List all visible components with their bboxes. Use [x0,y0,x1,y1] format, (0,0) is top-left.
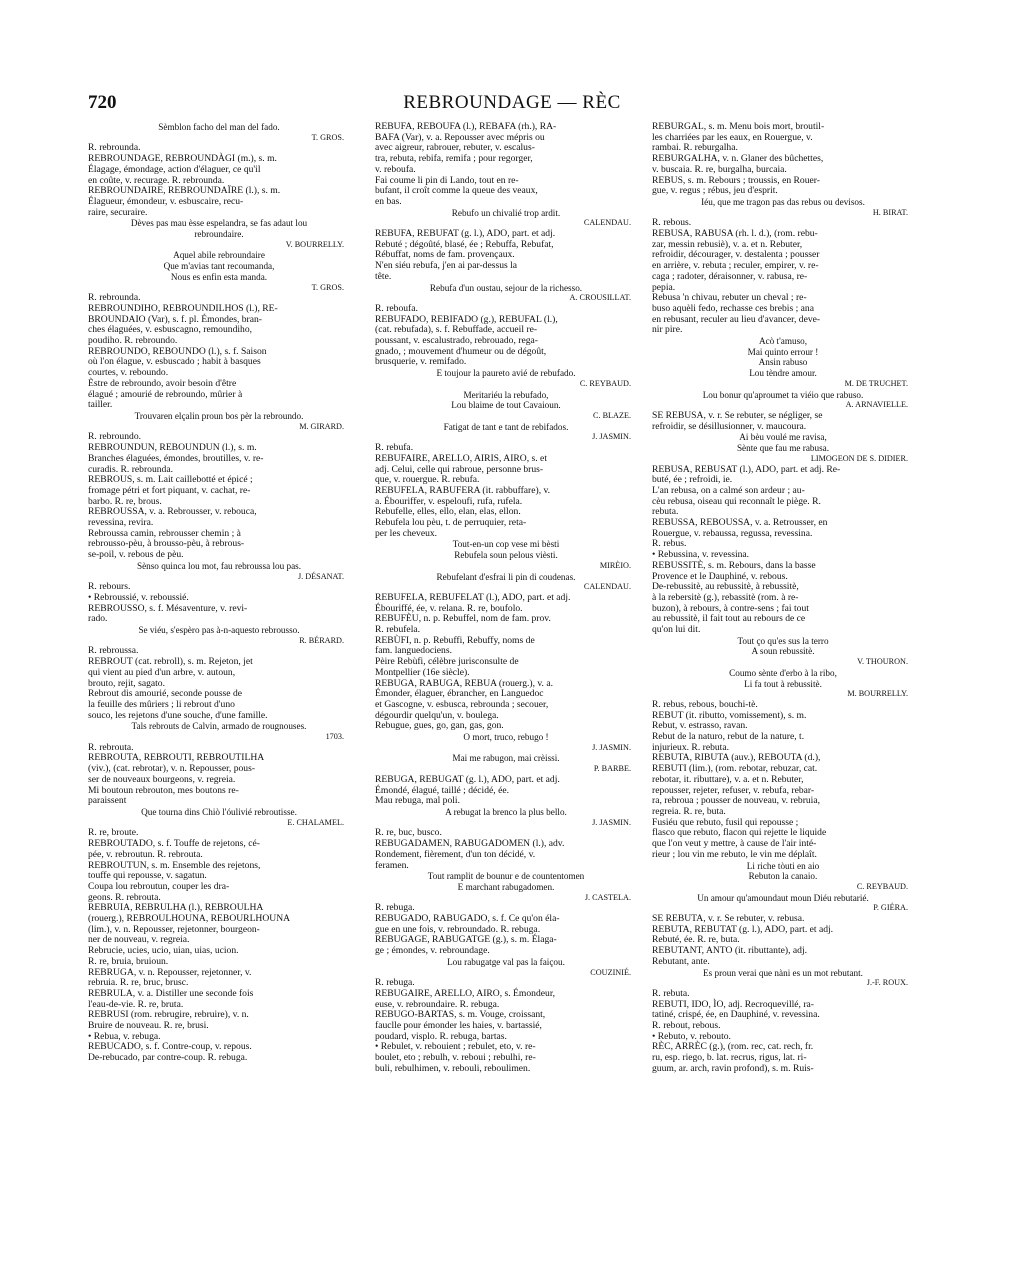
entry-line: Rebufelle, elles, ello, elan, elas, ellon. [375,506,521,518]
entry-line: R. rebuga. [375,902,415,914]
author-line: V. BOURRELLY. [285,239,344,249]
entry-line: REBRUGA, v. n. Repousser, rejetonner, v. [88,966,252,978]
quote-line: Lou bonur qu'aproumet ta viéio que rabuso. [702,389,864,400]
entry-line: SE REBUTA, v. r. Se rebuter, v. rebusa. [652,913,805,925]
entry-line: R. re, broute. [88,827,139,839]
entry-line: poudard, visplo. R. rebuga, bartas. [375,1030,507,1042]
entry-line: se-poil, v. rebous de pèu. [88,549,184,561]
entry-line: cèu rebusa, oiseau qui reconnaît le piège. R. [652,495,821,507]
entry-line: REBUSA, REBUSAT (l.), ADO, part. et adj. Re- [652,463,841,475]
quote-line: Tout-en-un cop vese mi bèsti [452,539,560,550]
quote-line: Sènso quinca lou mot, fau rebroussa lou pas. [136,560,302,571]
entry-line: Rebutant, ante. [652,955,710,967]
entry-line: gnado, ; mouvement d'humeur ou de dégoût, [375,345,547,357]
entry-line: paraissent [88,795,127,807]
entry-line: REBUTI (lim.), (rom. rebotar, rebuzar, cat. [652,763,818,775]
quote-line: Li riche tòuti en aio [746,860,820,871]
entry-line: flasco que rebuto, flacon qui rejette le liquide [652,827,827,839]
quote-line: Que tourna dins Chiò l'óulivié rebroutisse. [141,807,297,817]
entry-line: Rébuffat, noms de fam. provençaux. [375,249,515,261]
entry-line: REBUSA, RABUSA (rh. l. d.), (rom. rebu- [652,228,818,240]
entry-line: REBUTANT, ANTO (it. ributtante), adj. [652,945,808,957]
entry-line: Èstre de rebroundo, avoir besoin d'être [88,377,237,389]
entry-line: Branches élaguées, émondes, broutilles, v. re- [88,452,264,464]
author-line: A. ARNAVIELLE. [845,400,908,410]
entry-line: Rebufela lou pèu, t. de perruquier, reta- [375,517,527,529]
entry-line: REBURGALHA, v. n. Glaner des bûchettes, [652,153,824,165]
entry-line: N'en siéu rebufa, j'en ai par-dessus la [375,260,518,272]
author-line: A. CROUSILLAT. [569,293,631,303]
author-line: P. GIÉRA. [873,903,908,913]
quote-line: Dèves pas mau èsse espelandra, se fas adaut lou [130,218,308,229]
entry-line: feramen. [375,859,409,871]
entry-line: rebruia. R. re, bruc, brusc. [88,977,189,989]
quote-line: Rebufa d'un oustau, sejour de la richesso. [429,282,583,293]
entry-line: REBUGAIRE, ARELLO, AIRO, s. Émondeur, [375,987,556,999]
entry-line: revessina, revira. [88,517,154,529]
entry-line: élagué ; amourié de rebroundo, mûrier à [88,388,243,400]
entry-line: barbo. R. re, brous. [88,495,162,507]
quote-line: E marchant rabugadomen. [457,881,555,892]
entry-line: • Rebussina, v. revessina. [652,549,750,561]
entry-line: rebuta. [652,506,679,518]
entry-line: euse, v. rebroundaire. R. rebuga. [375,998,500,1010]
entry-line: SE REBUSA, v. r. Se rebuter, se négliger, se [652,409,823,421]
quote-line: E toujour la paureto avié de rebufado. [436,368,576,379]
entry-line: REBROUT (cat. rebroll), s. m. Rejeton, jet [88,656,253,668]
entry-line: ner de nouveau, v. regreia. [88,934,190,946]
entry-line: REBUFA, REBOUFA (l.), REBAFA (rh.), RA- [375,121,557,132]
entry-line: Ébouriffé, ée, v. relana. R. re, boufolo. [375,602,523,614]
entry-line: la feuille des mûriers ; li rebrout d'uno [88,698,235,710]
author-line: 1703. [325,732,344,742]
entry-line: R. rebout, rebous. [652,1020,721,1032]
entry-line: et Gascogne, v. esbusca, rebrounda ; secouer, [375,698,549,710]
entry-line: v. reboufa. [375,163,416,175]
author-line: C. BLAZE. [593,410,631,420]
entry-line: REBROUTUN, s. m. Ensemble des rejetons, [88,859,261,871]
entry-line: De-rebussitè, au rebussitè, à rebussitè, [652,581,799,593]
entry-line: l'eau-de-vie. R. re, bruta. [88,998,184,1010]
entry-line: buzon), à rebours, à contre-sens ; fai tout [652,602,809,614]
entry-line: ru, esp. riego, b. lat. recrus, rigus, lat. ri- [652,1052,807,1064]
quote-line: Es proun verai que nàni es un mot rebutant. [703,967,863,978]
entry-line: REBUGA, RABUGA, REBUA (rouerg.), v. a. [375,677,554,689]
entry-line: REBROUSSO, s. f. Mésaventure, v. revi- [88,602,248,614]
quote-line: Tout ramplit de bounur e de countentomen [427,871,585,882]
entry-line: au rebussitè, il fait tout au rebours de ce [652,613,806,625]
entry-line: où l'on élague, v. esbuscado ; habit à basques [88,356,261,368]
entry-line: nir pire. [652,324,683,336]
entry-line: geons. R. rebrouta. [88,891,161,903]
entry-line: (viv.), (cat. rebrotar), v. n. Repousser, pous- [88,763,256,775]
entry-line: fromage pétri et fort piquant, v. cachat, re- [88,484,251,496]
entry-line: R. reboufa. [375,302,418,314]
entry-line: REBÙFI, n. p. Rebuffi, Rebuffy, noms de [375,634,535,646]
entry-line: Fai coume li pin di Lando, tout en re- [375,174,519,186]
quote-line: Sènte que fau me rabusa. [736,443,830,454]
entry-line: R. rebuta. [652,987,690,999]
quote-line: A soun rebussitè. [751,646,815,657]
entry-line: brusquerie, v. remifado. [375,356,467,368]
quote-line: Mai me rabugon, mai crèissi. [452,753,560,764]
entry-line: REBUSSA, REBOUSSA, v. a. Retrousser, en [652,517,828,529]
entry-line: Bruire de nouveau. R. re, brusi. [88,1020,209,1032]
author-line: R. BÉRARD. [299,635,344,645]
entry-line: adj. Celui, celle qui rabroue, personne brus- [375,463,544,475]
entry-line: RÈC, ARRÈC (g.), (rom. rec, cat. rech, fr. [652,1041,814,1053]
quote-line: Lou tèndre amour. [749,368,817,379]
entry-line: REBUTA, RIBUTA (auv.), REBOUTA (d.), [652,752,821,764]
entry-line: R. rebrounda. [88,142,141,154]
entry-line: zar, messin rebusiè), v. a. et n. Rebuter, [652,238,803,250]
entry-line: gue, v. regus ; rébus, jeu d'esprit. [652,185,778,197]
entry-line: REBUS, s. m. Rebours ; troussis, en Rouer- [652,174,820,186]
entry-line: injurieux. R. rebuta. [652,741,729,753]
entry-line: Émondé, élagué, taillé ; décidé, ée. [375,784,509,796]
entry-line: tra, rebuta, rebifa, remifa ; pour regorger, [375,153,533,165]
entry-line: pepia. [652,281,676,293]
entry-line: ge ; émondes, v. rebroundage. [375,945,490,957]
entry-line: R. rebus, rebous, bouchi-tè. [652,698,758,710]
entry-line: curadis. R. rebrounda. [88,463,173,475]
entry-line: caga ; radoter, déraisonner, v. rabusa, re- [652,270,808,282]
author-line: J.-F. ROUX. [866,978,908,988]
entry-line: REBUT (it. ributto, vomissement), s. m. [652,709,807,721]
quote-line: Meritariéu la rebufado, [463,389,549,400]
entry-line: rieur ; lou vin me rebuto, le vin me déplaît. [652,848,817,860]
entry-line: R. rebroussa. [88,645,139,657]
entry-line: Fusiéu que rebuto, fusil qui repousse ; [652,816,799,828]
entry-line: poussant, v. escalustrado, rebrouado, rega- [375,335,538,347]
entry-line: REBUFELA, RABUFERA (it. rabbuffare), v. [375,484,551,496]
entry-line: que, v. rouergue. R. rebufa. [375,474,480,486]
entry-line: R. rebrouta. [88,741,134,753]
author-line: T. GROS. [311,282,344,292]
entry-line: R. rebufa. [375,442,414,454]
entry-line: Rebuté, ée. R. re, buta. [652,934,740,946]
entry-line: Rebugue, gues, go, gan, gas, gon. [375,720,504,732]
entry-line: R. rebroundo. [88,431,142,443]
entry-line: bufant, il croît comme la queue des veaux, [375,185,538,197]
entry-line: ches élaguées, v. esbuscagno, remoundiho, [88,324,253,336]
entry-line: a. Ébouriffer, v. espeloufi, rufa, rufela. [375,495,523,507]
quote-line: Iéu, que me tragon pas das rebus ou devisos. [701,196,865,207]
author-line: COUZINIÉ. [590,967,631,977]
entry-line: REBROUNDAGE, REBROUNDÀGI (m.), s. m. [88,153,277,165]
entry-line: v. buscaia. R. re, burgalha, burcaia. [652,163,787,175]
entry-line: souco, les rejetons d'une souche, d'une famille. [88,709,268,721]
entry-line: REBUSSITÈ, s. m. Rebours, dans la basse [652,559,816,571]
entry-line: REBUGADAMEN, RABUGADOMEN (l.), adv. [375,838,565,850]
author-line: C. REYBAUD. [856,881,908,891]
entry-line: Coupa lou rebroutun, couper les dra- [88,880,230,892]
entry-line: R. rebuga. [375,977,415,989]
quote-line: A rebugat la brenco la plus bello. [445,807,567,817]
entry-line: R. re, buc, busco. [375,827,442,839]
quote-line: Se viéu, s'espèro pas à-n-aquesto rebrousso. [138,625,300,636]
entry-line: qui vient au pied d'un arbre, v. autoun, [88,666,236,678]
entry-line: Rebroussa camin, rebrousser chemin ; à [88,527,241,539]
entry-line: courtes, v. reboundo. [88,367,169,379]
entry-line: les charriées par les eaux, en Rouergue, v. [652,131,813,143]
entry-line: REBUFELA, REBUFELAT (l.), ADO, part. et adj. [375,591,571,603]
author-line: C. REYBAUD. [579,378,631,388]
quote-line: Que m'avias tant recoumanda, [163,261,275,272]
author-line: CALENDAU. [583,218,631,228]
entry-line: R. rebours. [88,581,131,593]
author-line: E. CHALAMEL. [287,817,344,827]
quote-line: Coumo sènte d'erbo à la ribo, [729,667,837,678]
entry-line: boulet, eto ; rebulh, v. reboui ; rebulhi, re- [375,1052,536,1064]
entry-line: • Rebua, v. rebuga. [88,1030,161,1042]
quote-line: Fatigat de tant e tant de rebifados. [443,421,569,432]
quote-line: Li fa tout à rebussitè. [744,678,822,689]
entry-line: REBROUTADO, s. f. Touffe de rejetons, cé- [88,838,260,850]
entry-line: ra, rebroua ; pousser de nouveau, v. rebruia, [652,795,821,807]
entry-line: Rebrucie, ucies, ucio, uian, uias, ucion. [88,945,239,957]
entry-line: en bas. [375,195,402,207]
entry-line: raire, securaire. [88,206,148,218]
entry-line: BAFA (Var), v. a. Repousser avec mépris ou [375,131,545,143]
entry-line: • Rebuto, v. rebouto. [652,1030,731,1042]
entry-line: rebrousso-pèu, à brousso-pèu, à rebrous- [88,538,245,550]
quote-line: Ansin rabuso [758,357,808,368]
entry-line: R. rebous. [652,217,692,229]
author-line: J. JASMIN. [592,432,631,442]
entry-line: Rebuté ; dégoûté, blasé, ée ; Rebuffa, Rebufat, [375,238,554,250]
quote-line: Acò t'amuso, [758,336,808,347]
entry-line: rebotar, it. ributtare), v. a. et n. Rebuter, [652,773,804,785]
author-line: MIRÈIO. [599,560,631,570]
quote-line: Sèmblon facho del man del fado. [158,122,280,132]
entry-line: R. rebrounda. [88,292,141,304]
entry-line: Mau rebuga, mal poli. [375,795,460,807]
entry-line: fauclle pour émonder les haies, v. bartassié, [375,1020,542,1032]
column-right [652,122,914,1075]
entry-line: REBUTA, REBUTAT (g. l.), ADO, part. et adj. [652,923,834,935]
quote-line: Un amour qu'amoundaut moun Diéu rebutarié. [697,892,869,903]
entry-line: REBROUNDAIRE, REBROUNDAÏRE (l.), s. m. [88,185,281,197]
entry-line: (cat. rebufada), s. f. Rebuffade, accueil re- [375,324,538,336]
entry-line: REBROUTA, REBROUTI, REBROUTILHA [88,752,265,764]
entry-line: tatiné, crispé, ée, en Dauphiné, v. revessina. [652,1009,820,1021]
entry-line: De-rebucado, par contre-coup. R. rebuga. [88,1052,248,1064]
quote-line: Rebufelant d'esfrai li pin di coudenas. [436,571,576,582]
entry-line: en rebusant, reculer au lieu d'avancer, deve- [652,313,821,325]
quote-line: Lou rabugatge val pas la faiçou. [447,956,565,967]
entry-line: dégourdir quelqu'un, v. boulega. [375,709,499,721]
quote-line: Nous es enfin esta manda. [170,271,268,282]
quote-line: Lou blaime de tout Cavaioun. [451,400,561,411]
entry-line: Montpellier (16e siècle). [375,666,470,678]
entry-line: Rebut de la naturo, rebut de la nature, t. [652,731,805,743]
quote-line: Rebufo un chivalié trop ardit. [451,207,561,218]
entry-line: • Rebroussié, v. reboussié. [88,591,189,603]
entry-line: L'an rebusa, on a calmé son ardeur ; au- [652,484,805,496]
author-line: CALENDAU. [583,582,631,592]
entry-line: Rebut, v. estrasso, ravan. [652,720,748,732]
entry-line: REBUFADO, REBIFADO (g.), REBUFAL (l.), [375,313,558,325]
column-left [88,122,350,1064]
entry-line: fam. languedociens. [375,645,452,657]
entry-line: guum, ar. arch, ravin profond), s. m. Ruis- [652,1062,814,1074]
entry-line: REBUFÈU, n. p. Rebuffel, nom de fam. prov. [375,613,551,625]
entry-line: REBROUNDUN, REBOUNDUN (l.), s. m. [88,442,257,454]
entry-line: Émonder, élaguer, ébrancher, en Languedoc [375,688,544,700]
entry-line: REBROUS, s. m. Lait caillebotté et épicé ; [88,474,253,486]
entry-line: brouto, rejit, sagato. [88,677,165,689]
quote-line: Tout ço qu'es sus la terro [737,635,829,646]
entry-line: Mi boutoun rebrouton, mes boutons re- [88,784,239,796]
entry-line: qu'on lui dit. [652,624,701,636]
author-line: P. BARBE. [593,764,631,774]
entry-line: Rebrout dis amourié, seconde pousse de [88,688,242,700]
quote-line: rebroundaire. [194,229,244,240]
author-line: V. THOURON. [857,657,908,667]
quote-line: O mort, truco, rebugo ! [463,732,549,743]
entry-line: refroidir, décourager, v. destalenta ; pousser [652,249,820,261]
entry-line: per les cheveux. [375,527,438,539]
author-line: H. BIRAT. [872,207,908,217]
entry-line: REBUFAIRE, ARELLO, AIRIS, AIRO, s. et [375,452,547,464]
entry-line: • Rebulet, v. rebouient ; rebulet, eto, v. re- [375,1041,536,1053]
author-line: M. GIRARD. [299,421,344,431]
entry-line: REBUCADO, s. f. Contre-coup, v. repous. [88,1041,252,1053]
entry-line: rambai. R. reburgalha. [652,142,738,154]
entry-line: Élagage, émondage, action d'élaguer, ce qu'il [88,163,261,175]
entry-line: REBURGAL, s. m. Menu bois mort, broutil- [652,121,825,132]
entry-line: tailler. [88,399,113,411]
entry-line: REBUGO-BARTAS, s. m. Vouge, croissant, [375,1009,546,1021]
entry-line: REBUGADO, RABUGADO, s. f. Ce qu'on éla- [375,913,560,925]
entry-line: repousser, rejeter, refuser, v. rebufa, rebar- [652,784,815,796]
author-line: J. JASMIN. [592,742,631,752]
entry-line: REBUFA, REBUFAT (g. l.), ADO, part. et adj. [375,228,556,240]
entry-line: REBROUNDO, REBOUNDO (l.), s. f. Saison [88,345,267,357]
quote-line: Trouvaren elçalin proun bos pèr la rebroundo. [134,410,304,421]
entry-line: tête. [375,270,392,282]
entry-line: pée, v. rebroutun. R. rebrouta. [88,848,203,860]
entry-line: Rebusa 'n chivau, rebuter un cheval ; re- [652,292,807,304]
entry-line: REBROUNDIHO, REBROUNDILHOS (l.), RE- [88,302,278,314]
quote-line: Aquel abile rebroundaire [173,250,265,261]
entry-line: en arrière, v. rebuta ; reculer, empirer, v. re- [652,260,819,272]
entry-line: (rouerg.), REBROULHOUNA, REBOURLHOUNA [88,913,291,925]
entry-line: REBUGAGE, RABUGATGE (g.), s. m. Élaga- [375,934,557,946]
entry-line: REBUTI, IDO, ÌO, adj. Recroquevillé, ra- [652,998,814,1010]
entry-line: gue en une fois, v. rebroundado. R. rebuga. [375,923,541,935]
entry-line: REBRULA, v. a. Distiller une seconde fois [88,987,254,999]
author-line: M. BOURRELLY. [847,689,908,699]
author-line: M. DE TRUCHET. [844,378,908,388]
entry-line: REBRUSI (rom. rebrugire, rebruire), v. n. [88,1009,249,1021]
entry-line: touffe qui repousse, v. sagatun. [88,870,207,882]
entry-line: BROUNDAIO (Var), s. f. pl. Émondes, bran- [88,313,262,325]
entry-line: REBUGA, REBUGAT (g. l.), ADO, part. et adj. [375,773,560,785]
entry-line: buso aquèli fedo, rechasse ces brebis ; ana [652,302,814,314]
entry-line: refroidir, se désillusionner, v. maucoura. [652,420,807,432]
author-line: J. DÉSANAT. [297,571,344,581]
entry-line: Rondement, fièrement, d'un ton décidé, v. [375,848,536,860]
entry-line: regreia. R. re, buta. [652,806,726,817]
entry-line: que l'on veut y mettre, à cause de l'air inté- [652,838,817,850]
entry-line: REBRUIA, REBRULHA (l.), REBROULHA [88,902,264,914]
author-line: J. CASTELA. [584,892,631,902]
quote-line: Tals rebrouts de Calvin, armado de rougnouses. [131,721,307,732]
entry-line: Pèire Rebùfi, célèbre jurisconsulte de [375,656,519,668]
entry-line: (lim.), v. n. Repousser, rejetonner, bourgeon- [88,923,260,935]
entry-line: buli, rebulhimen, v. rebouli, reboulimen. [375,1062,531,1074]
entry-line: rado. [88,613,108,625]
entry-line: en coûte, v. recurage. R. rebrounda. [88,174,225,186]
entry-line: R. rebufela. [375,624,421,636]
quote-line: Rebufela soun pelous vièsti. [454,550,558,561]
entry-line: ser de nouveaux bourgeons, v. regreia. [88,773,236,785]
entry-line: Rouergue, v. rebaussa, regussa, revessina. [652,527,813,539]
entry-line: R. rebus. [652,538,687,550]
entry-line: à la rebersitè (g.), rebassitè (rom. à re- [652,591,799,603]
running-head: REBROUNDAGE — RÈC [403,92,621,113]
entry-line: REBROUSSA, v. a. Rebrousser, v. rebouca, [88,506,257,518]
quote-line: Mai quinto errour ! [747,346,819,357]
entry-line: avec aigreur, rabrouer, rebuter, v. escalus- [375,142,535,154]
column-middle [375,122,637,1075]
page-number: 720 [88,92,117,113]
entry-line: poudiho. R. rebroundo. [88,335,178,347]
author-line: T. GROS. [311,132,344,142]
quote-line: Ai bèu voulé me ravisa, [739,432,827,443]
entry-line: Élagueur, émondeur, v. esbuscaire, recu- [88,195,244,207]
entry-line: Provence et le Dauphiné, v. rebous. [652,570,788,582]
entry-line: R. re, bruia, bruioun. [88,955,169,967]
author-line: J. JASMIN. [592,817,631,827]
quote-line: Rebuton la canaio. [748,871,818,882]
author-line: LIMOGEON DE S. DIDIER. [810,453,908,463]
entry-line: buté, ée ; refroidi, ie. [652,474,733,486]
page-header [88,92,936,116]
